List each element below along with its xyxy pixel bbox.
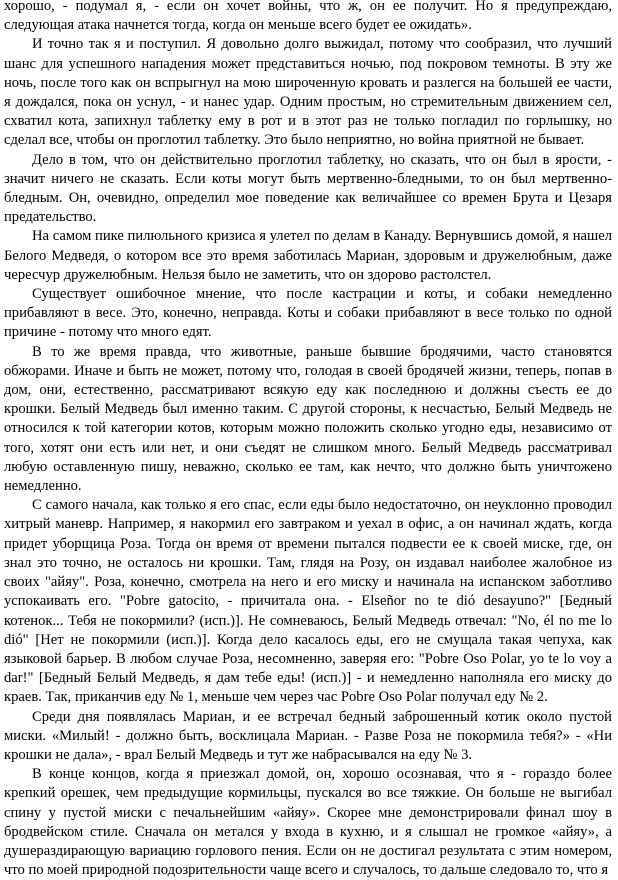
paragraph: Дело в том, что он действительно проглотил таблетку, но сказать, что он был в ярости, - значит ничего не сказать. Если коты могут быть мертвенно-бледными, то он был мертвенно-бледным. Он, очевидно, определил мое поведение как величайшее со времен Брута и Цезаря предательство.: [4, 151, 612, 226]
paragraph: В конце концов, когда я приезжал домой, он, хорошо осознавая, что я - гораздо более крепкий орешек, чем предыдущие кормильцы, пускался во все тяжкие. Он больше не выгибал спину у пустой миски с печальнейшим «айяу». Скорее мне демонстрировали финал шоу в бродвейском стиле. Сначала он метался у входа в кухню, и я слышал не громкое «айяу», а душераздирающую вариацию горлового пения. Если он не достигал результата с этим номером, что по моей природной подозрительности чаще всего и случалось, то дальше следовало то, что я: [4, 766, 612, 879]
paragraph: И точно так я и поступил. Я довольно долго выжидал, потому что сообразил, что лучший шанс для успешного нападения может представиться ночью, под покровом темноты. В эту же ночь, после того как он вспрыгнул на мою широченную кровать и разлегся на большей ее части, я дождался, пока он уснул, - и нанес удар. Одним простым, но стремительным движением сел, схватил кота, запихнул таблетку ему в рот и в этот раз не только погладил по горлышку, но сделал все, чтобы он проглотил таблетку. Это было неприятно, но война приятной не бывает.: [4, 36, 612, 149]
paragraph-continued: хорошо, - подумал я, - если он хочет войны, что ж, он ее получит. Но я предупреждаю, следующая атака начнется тогда, когда он меньше всего будет ее ожидать».: [4, 0, 612, 34]
paragraph: С самого начала, как только я его спас, если еды было недостаточно, он неуклонно проводил хитрый маневр. Например, я накормил его завтраком и уехал в офис, а он начинал ждать, когда придет уборщица Роза. Тогда он время от времени пытался подвести ее к своей миске, где, он знал это точно, не осталось ни крошки. Там, глядя на Розу, он издавал наиболее жалобное из своих "айяу". Роза, конечно, смотрела на него и его миску и начинала на испанском заботливо успокаивать его. "Pobre gatocito, - причитала она. - Elseñor no te dió desayuno?" [Бедный котенок... Тебя не покормили? (исп.)]. Не сомневаюсь, Белый Медведь отвечал: "No, él no me lo dió" [Нет не покормили (исп.)]. Когда дело касалось еды, его не смущала такая чепуха, как языковой барьер. В любом случае Роза, несомненно, заверяя его: "Pobre Oso Polar, yo te lo voy a dar!" [Бедный Белый Медведь, я дам тебе еды! (исп.)] - и немедленно наполняла его миску до краев. Так, приканчив еду № 1, меньше чем через час Pobre Oso Polar получал еду № 2.: [4, 497, 612, 706]
paragraph: Существует ошибочное мнение, что после кастрации и коты, и собаки немедленно прибавляют в весе. Это, конечно, неправда. Коты и собаки прибавляют в весе только по одной причине - потому что много едят.: [4, 286, 612, 341]
book-text: [4, 0, 612, 880]
paragraph: Среди дня появлялась Мариан, и ее встречал бедный заброшенный котик около пустой миски. «Милый! - должно быть, восклицала Мариан. - Разве Роза не покормила тебя?» - «Ни крошки не дала», - врал Белый Медведь и тут же набрасывался на еду № 3.: [4, 708, 612, 763]
paragraph: На самом пике пилюльного кризиса я улетел по делам в Канаду. Вернувшись домой, я нашел Белого Медведя, о котором все это время заботилась Мариан, здоровым и дружелюбным, даже чересчур дружелюбным. Нельзя было не заметить, что он здорово растолстел.: [4, 228, 612, 283]
paragraph: В то же время правда, что животные, раньше бывшие бродячими, часто становятся обжорами. Иначе и быть не может, потому что, голодая в своей бродячей жизни, теперь, попав в дом, они, естественно, рассматривают всякую еду как последнюю и должны съесть ее до крошки. Белый Медведь был именно таким. С другой стороны, к несчастью, Белый Медведь не относился к той категории котов, которым можно положить сколько угодно еды, независимо от того, хотят они есть или нет, и они съедят не слишком много. Белый Медведь рассматривал любую оставленную пишу, неважно, сколько ее там, как нечто, что должно быть уничтожено немедленно.: [4, 343, 612, 495]
